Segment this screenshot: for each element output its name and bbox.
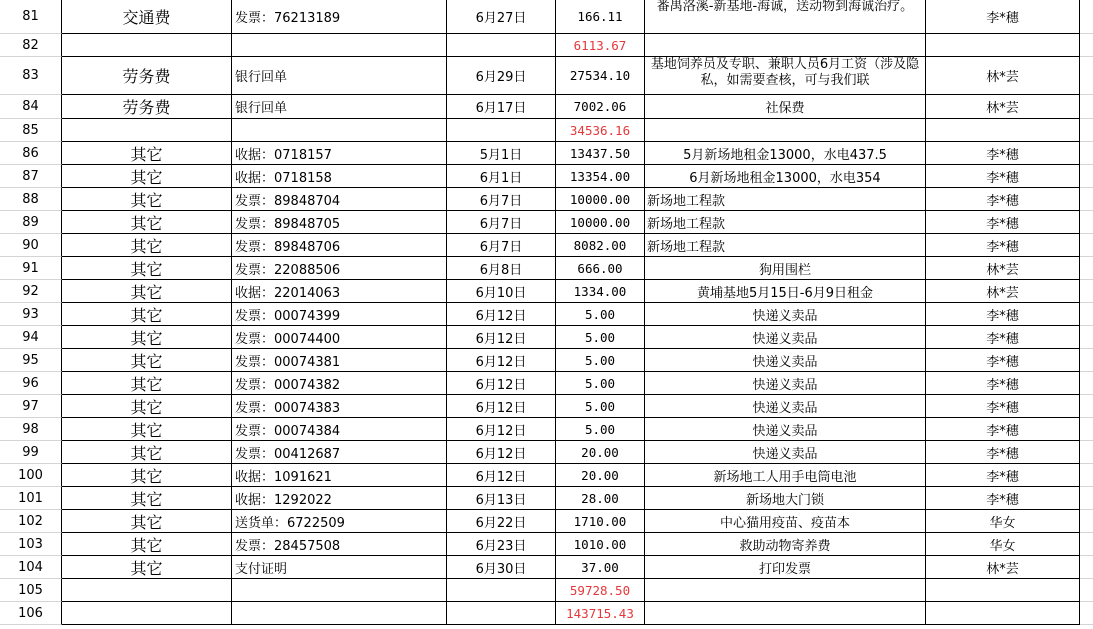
row-header[interactable]: 95 [0, 349, 62, 372]
document-cell[interactable]: 发票：00074399 [232, 303, 447, 326]
category-cell[interactable]: 其它 [62, 418, 232, 441]
date-cell[interactable]: 6月12日 [447, 372, 556, 395]
category-cell[interactable]: 其它 [62, 441, 232, 464]
amount-cell[interactable]: 10000.00 [556, 211, 645, 234]
amount-cell[interactable]: 13437.50 [556, 142, 645, 165]
table-row [0, 142, 1093, 165]
table-row [0, 579, 1093, 602]
description-cell[interactable]: 新场地工人用手电筒电池 [645, 464, 926, 487]
document-cell[interactable]: 发票：76213189 [232, 0, 447, 34]
description-cell[interactable]: 黄埔基地5月15日-6月9日租金 [645, 280, 926, 303]
row-header[interactable]: 103 [0, 533, 62, 556]
empty-cell[interactable] [1080, 349, 1093, 372]
empty-cell[interactable] [1080, 326, 1093, 349]
document-cell[interactable]: 收据：1091621 [232, 464, 447, 487]
amount-cell[interactable]: 5.00 [556, 395, 645, 418]
amount-cell[interactable]: 10000.00 [556, 188, 645, 211]
category-cell[interactable]: 其它 [62, 556, 232, 579]
description-cell[interactable]: 社保费 [645, 95, 926, 119]
amount-cell[interactable]: 20.00 [556, 464, 645, 487]
category-cell[interactable] [62, 579, 232, 602]
date-cell[interactable]: 6月12日 [447, 441, 556, 464]
empty-cell[interactable] [1080, 280, 1093, 303]
person-cell[interactable]: 李*穗 [926, 441, 1080, 464]
amount-cell[interactable]: 1710.00 [556, 510, 645, 533]
amount-cell[interactable]: 13354.00 [556, 165, 645, 188]
row-header[interactable]: 98 [0, 418, 62, 441]
description-cell[interactable]: 新场地大门锁 [645, 487, 926, 510]
empty-cell[interactable] [1080, 602, 1093, 625]
table-row [0, 418, 1093, 441]
person-cell[interactable] [926, 119, 1080, 142]
document-cell[interactable]: 银行回单 [232, 95, 447, 119]
row-header[interactable]: 87 [0, 165, 62, 188]
amount-cell[interactable]: 166.11 [556, 0, 645, 34]
amount-cell[interactable]: 28.00 [556, 487, 645, 510]
empty-cell[interactable] [1080, 510, 1093, 533]
person-cell[interactable]: 李*穗 [926, 165, 1080, 188]
person-cell[interactable]: 李*穗 [926, 395, 1080, 418]
amount-cell[interactable]: 1010.00 [556, 533, 645, 556]
empty-cell[interactable] [1080, 165, 1093, 188]
amount-cell[interactable]: 20.00 [556, 441, 645, 464]
category-cell[interactable]: 其它 [62, 349, 232, 372]
date-cell[interactable]: 6月8日 [447, 257, 556, 280]
date-cell[interactable]: 6月22日 [447, 510, 556, 533]
empty-cell[interactable] [1080, 395, 1093, 418]
description-cell[interactable]: 中心猫用疫苗、疫苗本 [645, 510, 926, 533]
document-cell[interactable] [232, 34, 447, 57]
category-cell[interactable]: 交通费 [62, 0, 232, 34]
date-cell[interactable] [447, 119, 556, 142]
empty-cell[interactable] [1080, 34, 1093, 57]
date-cell[interactable]: 6月7日 [447, 211, 556, 234]
description-cell[interactable]: 快递义卖品 [645, 372, 926, 395]
document-cell[interactable]: 发票：22088506 [232, 257, 447, 280]
amount-cell[interactable]: 666.00 [556, 257, 645, 280]
date-cell[interactable]: 6月12日 [447, 395, 556, 418]
empty-cell[interactable] [1080, 487, 1093, 510]
row-header[interactable]: 91 [0, 257, 62, 280]
description-cell[interactable]: 打印发票 [645, 556, 926, 579]
row-header[interactable]: 84 [0, 95, 62, 119]
table-row [0, 556, 1093, 579]
subtotal-cell[interactable]: 59728.50 [556, 579, 645, 602]
document-cell[interactable]: 发票：00074382 [232, 372, 447, 395]
document-cell[interactable] [232, 602, 447, 625]
category-cell[interactable]: 其它 [62, 395, 232, 418]
person-cell[interactable]: 林*芸 [926, 556, 1080, 579]
description-cell[interactable]: 基地饲养员及专职、兼职人员6月工资（涉及隐私，如需要查核，可与我们联 [645, 57, 926, 95]
subtotal-cell[interactable]: 34536.16 [556, 119, 645, 142]
table-row [0, 395, 1093, 418]
table-row [0, 57, 1093, 95]
table-row [0, 303, 1093, 326]
date-cell[interactable]: 6月12日 [447, 418, 556, 441]
amount-cell[interactable]: 5.00 [556, 418, 645, 441]
person-cell[interactable]: 华女 [926, 510, 1080, 533]
empty-cell[interactable] [1080, 441, 1093, 464]
document-cell[interactable]: 发票：00412687 [232, 441, 447, 464]
document-cell[interactable] [232, 119, 447, 142]
person-cell[interactable]: 林*芸 [926, 257, 1080, 280]
table-row [0, 533, 1093, 556]
empty-cell[interactable] [1080, 142, 1093, 165]
document-cell[interactable]: 银行回单 [232, 57, 447, 95]
table-row [0, 326, 1093, 349]
table-row [0, 95, 1093, 119]
empty-cell[interactable] [1080, 119, 1093, 142]
description-cell[interactable]: 快递义卖品 [645, 395, 926, 418]
description-cell[interactable]: 快递义卖品 [645, 418, 926, 441]
row-header[interactable]: 83 [0, 57, 62, 95]
table-row [0, 510, 1093, 533]
description-cell[interactable]: 5月新场地租金13000，水电437.5 [645, 142, 926, 165]
category-cell[interactable]: 其它 [62, 142, 232, 165]
description-cell[interactable]: 新场地工程款 [645, 234, 926, 257]
date-cell[interactable] [447, 579, 556, 602]
person-cell[interactable]: 李*穗 [926, 234, 1080, 257]
date-cell[interactable] [447, 602, 556, 625]
row-header[interactable]: 99 [0, 441, 62, 464]
amount-cell[interactable]: 37.00 [556, 556, 645, 579]
empty-cell[interactable] [1080, 464, 1093, 487]
empty-cell[interactable] [1080, 234, 1093, 257]
table-row [0, 349, 1093, 372]
row-header[interactable]: 94 [0, 326, 62, 349]
document-cell[interactable]: 收据：22014063 [232, 280, 447, 303]
category-cell[interactable]: 其它 [62, 372, 232, 395]
empty-cell[interactable] [1080, 0, 1093, 34]
date-cell[interactable]: 6月12日 [447, 464, 556, 487]
row-header[interactable]: 90 [0, 234, 62, 257]
description-cell[interactable]: 番禺洛溪-新基地-海诚，送动物到海诚治疗。 [645, 0, 926, 34]
person-cell[interactable]: 林*芸 [926, 280, 1080, 303]
category-cell[interactable]: 劳务费 [62, 57, 232, 95]
row-header[interactable]: 102 [0, 510, 62, 533]
row-header[interactable]: 105 [0, 579, 62, 602]
table-row [0, 372, 1093, 395]
amount-cell[interactable]: 7002.06 [556, 95, 645, 119]
person-cell[interactable]: 李*穗 [926, 326, 1080, 349]
document-cell[interactable]: 发票：00074383 [232, 395, 447, 418]
category-cell[interactable]: 劳务费 [62, 95, 232, 119]
row-header[interactable]: 93 [0, 303, 62, 326]
category-cell[interactable]: 其它 [62, 211, 232, 234]
date-cell[interactable]: 6月23日 [447, 533, 556, 556]
category-cell[interactable]: 其它 [62, 487, 232, 510]
row-header[interactable]: 97 [0, 395, 62, 418]
subtotal-cell[interactable]: 6113.67 [556, 34, 645, 57]
description-cell[interactable]: 6月新场地租金13000，水电354 [645, 165, 926, 188]
date-cell[interactable]: 6月7日 [447, 234, 556, 257]
category-cell[interactable]: 其它 [62, 188, 232, 211]
person-cell[interactable] [926, 579, 1080, 602]
category-cell[interactable]: 其它 [62, 326, 232, 349]
document-cell[interactable]: 发票：00074381 [232, 349, 447, 372]
person-cell[interactable]: 李*穗 [926, 0, 1080, 34]
date-cell[interactable]: 6月12日 [447, 303, 556, 326]
person-cell[interactable]: 华女 [926, 533, 1080, 556]
table-row [0, 119, 1093, 142]
person-cell[interactable]: 李*穗 [926, 349, 1080, 372]
row-header[interactable]: 86 [0, 142, 62, 165]
description-cell[interactable]: 快递义卖品 [645, 349, 926, 372]
description-cell[interactable] [645, 119, 926, 142]
description-cell[interactable]: 快递义卖品 [645, 441, 926, 464]
row-header[interactable]: 81 [0, 0, 62, 34]
row-header[interactable]: 92 [0, 280, 62, 303]
empty-cell[interactable] [1080, 372, 1093, 395]
table-row [0, 280, 1093, 303]
date-cell[interactable]: 6月17日 [447, 95, 556, 119]
document-cell[interactable]: 发票：00074400 [232, 326, 447, 349]
document-cell[interactable]: 收据：0718158 [232, 165, 447, 188]
person-cell[interactable]: 李*穗 [926, 142, 1080, 165]
amount-cell[interactable]: 5.00 [556, 303, 645, 326]
date-cell[interactable]: 6月27日 [447, 0, 556, 34]
empty-cell[interactable] [1080, 303, 1093, 326]
empty-cell[interactable] [1080, 211, 1093, 234]
table-row [0, 464, 1093, 487]
category-cell[interactable]: 其它 [62, 464, 232, 487]
document-cell[interactable]: 发票：89848704 [232, 188, 447, 211]
document-cell[interactable]: 送货单：6722509 [232, 510, 447, 533]
document-cell[interactable]: 发票：28457508 [232, 533, 447, 556]
row-header[interactable]: 106 [0, 602, 62, 625]
table-row [0, 0, 1093, 34]
date-cell[interactable]: 6月12日 [447, 326, 556, 349]
empty-cell[interactable] [1080, 579, 1093, 602]
category-cell[interactable] [62, 119, 232, 142]
table-row [0, 441, 1093, 464]
person-cell[interactable] [926, 34, 1080, 57]
date-cell[interactable]: 6月13日 [447, 487, 556, 510]
row-header[interactable]: 88 [0, 188, 62, 211]
empty-cell[interactable] [1080, 57, 1093, 95]
row-header[interactable]: 101 [0, 487, 62, 510]
amount-cell[interactable]: 1334.00 [556, 280, 645, 303]
table-row [0, 34, 1093, 57]
description-cell[interactable]: 新场地工程款 [645, 211, 926, 234]
document-cell[interactable]: 支付证明 [232, 556, 447, 579]
row-header[interactable]: 104 [0, 556, 62, 579]
row-header[interactable]: 100 [0, 464, 62, 487]
date-cell[interactable]: 6月29日 [447, 57, 556, 95]
category-cell[interactable]: 其它 [62, 533, 232, 556]
date-cell[interactable]: 6月1日 [447, 165, 556, 188]
category-cell[interactable]: 其它 [62, 234, 232, 257]
description-cell[interactable] [645, 34, 926, 57]
date-cell[interactable] [447, 34, 556, 57]
empty-cell[interactable] [1080, 257, 1093, 280]
table-row [0, 165, 1093, 188]
table-row [0, 487, 1093, 510]
amount-cell[interactable]: 27534.10 [556, 57, 645, 95]
person-cell[interactable]: 李*穗 [926, 211, 1080, 234]
person-cell[interactable]: 林*芸 [926, 95, 1080, 119]
category-cell[interactable]: 其它 [62, 510, 232, 533]
empty-cell[interactable] [1080, 556, 1093, 579]
category-cell[interactable] [62, 602, 232, 625]
person-cell[interactable] [926, 602, 1080, 625]
person-cell[interactable]: 李*穗 [926, 418, 1080, 441]
document-cell[interactable] [232, 579, 447, 602]
date-cell[interactable]: 6月30日 [447, 556, 556, 579]
date-cell[interactable]: 6月10日 [447, 280, 556, 303]
table-row [0, 234, 1093, 257]
table-row [0, 211, 1093, 234]
table-row [0, 188, 1093, 211]
document-cell[interactable]: 收据：1292022 [232, 487, 447, 510]
row-header[interactable]: 89 [0, 211, 62, 234]
category-cell[interactable]: 其它 [62, 303, 232, 326]
row-header[interactable]: 96 [0, 372, 62, 395]
description-cell[interactable]: 新场地工程款 [645, 188, 926, 211]
amount-cell[interactable]: 5.00 [556, 326, 645, 349]
description-cell[interactable]: 救助动物寄养费 [645, 533, 926, 556]
person-cell[interactable]: 李*穗 [926, 464, 1080, 487]
person-cell[interactable]: 李*穗 [926, 188, 1080, 211]
document-cell[interactable]: 发票：89848706 [232, 234, 447, 257]
document-cell[interactable]: 收据：0718157 [232, 142, 447, 165]
table-row [0, 602, 1093, 625]
category-cell[interactable]: 其它 [62, 280, 232, 303]
empty-cell[interactable] [1080, 95, 1093, 119]
person-cell[interactable]: 李*穗 [926, 487, 1080, 510]
description-cell[interactable] [645, 602, 926, 625]
person-cell[interactable]: 林*芸 [926, 57, 1080, 95]
category-cell[interactable]: 其它 [62, 257, 232, 280]
empty-cell[interactable] [1080, 418, 1093, 441]
amount-cell[interactable]: 5.00 [556, 349, 645, 372]
person-cell[interactable]: 李*穗 [926, 303, 1080, 326]
date-cell[interactable]: 6月12日 [447, 349, 556, 372]
empty-cell[interactable] [1080, 533, 1093, 556]
document-cell[interactable]: 发票：89848705 [232, 211, 447, 234]
empty-cell[interactable] [1080, 188, 1093, 211]
date-cell[interactable]: 6月7日 [447, 188, 556, 211]
category-cell[interactable] [62, 34, 232, 57]
row-header[interactable]: 82 [0, 34, 62, 57]
category-cell[interactable]: 其它 [62, 165, 232, 188]
description-cell[interactable]: 快递义卖品 [645, 326, 926, 349]
person-cell[interactable]: 李*穗 [926, 372, 1080, 395]
amount-cell[interactable]: 5.00 [556, 372, 645, 395]
date-cell[interactable]: 5月1日 [447, 142, 556, 165]
description-cell[interactable]: 狗用围栏 [645, 257, 926, 280]
table-row [0, 257, 1093, 280]
amount-cell[interactable]: 8082.00 [556, 234, 645, 257]
description-cell[interactable] [645, 579, 926, 602]
row-header[interactable]: 85 [0, 119, 62, 142]
subtotal-cell[interactable]: 143715.43 [556, 602, 645, 625]
document-cell[interactable]: 发票：00074384 [232, 418, 447, 441]
description-cell[interactable]: 快递义卖品 [645, 303, 926, 326]
